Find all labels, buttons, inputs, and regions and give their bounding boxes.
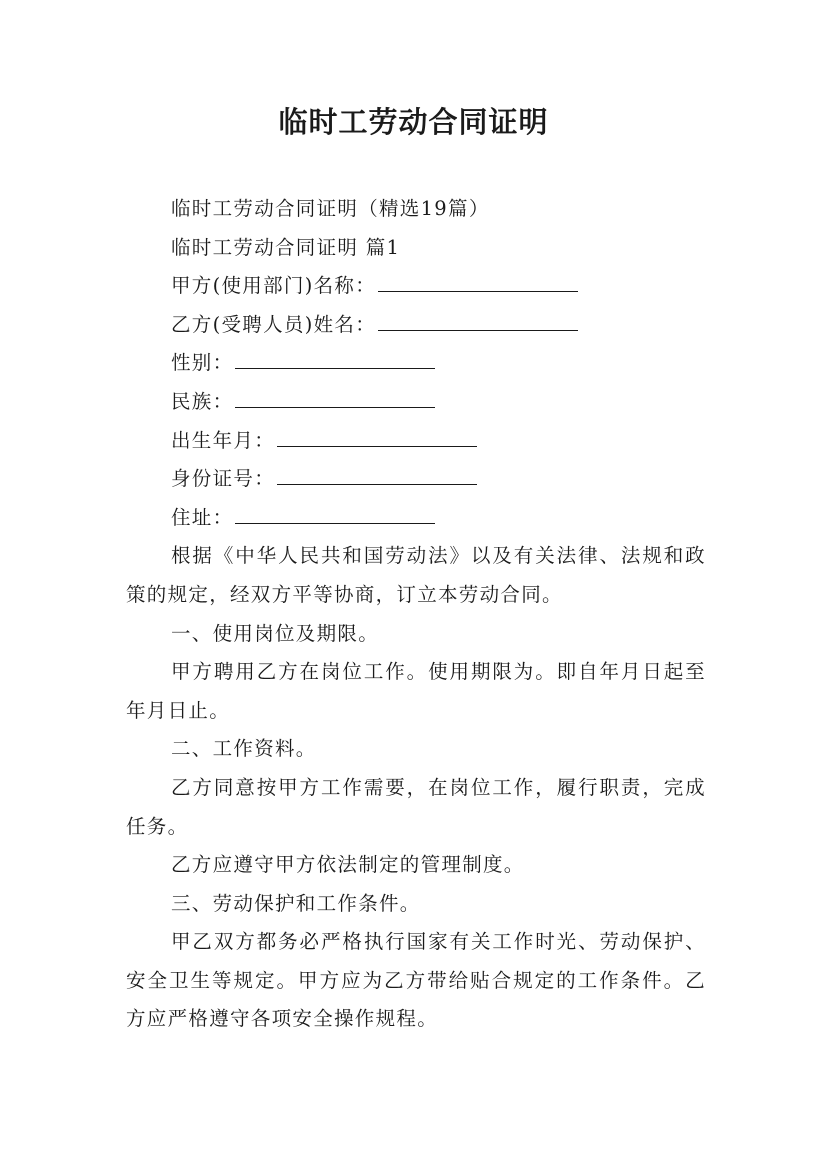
field-label: 住址：: [171, 505, 234, 529]
field-birth-date: [126, 422, 706, 461]
document-title: 临时工劳动合同证明: [278, 105, 549, 139]
clause-heading: 一、使用岗位及期限。: [171, 621, 380, 645]
clause-heading: 二、工作资料。: [171, 737, 317, 761]
fill-in-blank: [235, 503, 435, 524]
fill-in-blank: [277, 426, 477, 447]
paragraph: 乙方同意按甲方工作需要，在岗位工作，履行职责，完成任务。: [126, 775, 706, 838]
field-label: 出生年月：: [171, 428, 276, 452]
field-address: [126, 499, 706, 538]
paragraph: 根据《中华人民共和国劳动法》以及有关法律、法规和政策的规定，经双方平等协商，订立本劳动合同。: [126, 544, 706, 606]
field-label: 身份证号：: [171, 467, 276, 491]
document-body: [126, 190, 706, 1039]
field-party-a: [126, 267, 706, 306]
document-subtitle: 临时工劳动合同证明（精选19篇）: [171, 197, 490, 220]
fill-in-blank: [235, 348, 435, 369]
fill-in-blank: [277, 464, 477, 485]
clause-heading: 三、劳动保护和工作条件。: [171, 891, 421, 915]
field-label: 甲方(使用部门)名称：: [171, 274, 377, 298]
field-id-number: [126, 460, 706, 499]
field-label: 乙方(受聘人员)姓名：: [171, 312, 377, 336]
fill-in-blank: [378, 310, 578, 331]
field-ethnicity: [126, 383, 706, 422]
paragraph: 甲方聘用乙方在岗位工作。使用期限为。即自年月日起至年月日止。: [126, 660, 706, 722]
fill-in-blank: [235, 387, 435, 408]
field-label: 民族：: [171, 389, 234, 413]
field-label: 性别：: [171, 351, 234, 375]
field-gender: [126, 344, 706, 383]
field-party-b: [126, 306, 706, 345]
paragraph: 乙方应遵守甲方依法制定的管理制度。: [171, 853, 525, 877]
section-heading: 临时工劳动合同证明 篇1: [171, 235, 401, 259]
paragraph: 甲乙双方都务必严格执行国家有关工作时光、劳动保护、安全卫生等规定。甲方应为乙方带给贴合规定的工作条件。乙方应严格遵守各项安全操作规程。: [126, 930, 706, 1031]
fill-in-blank: [378, 271, 578, 292]
